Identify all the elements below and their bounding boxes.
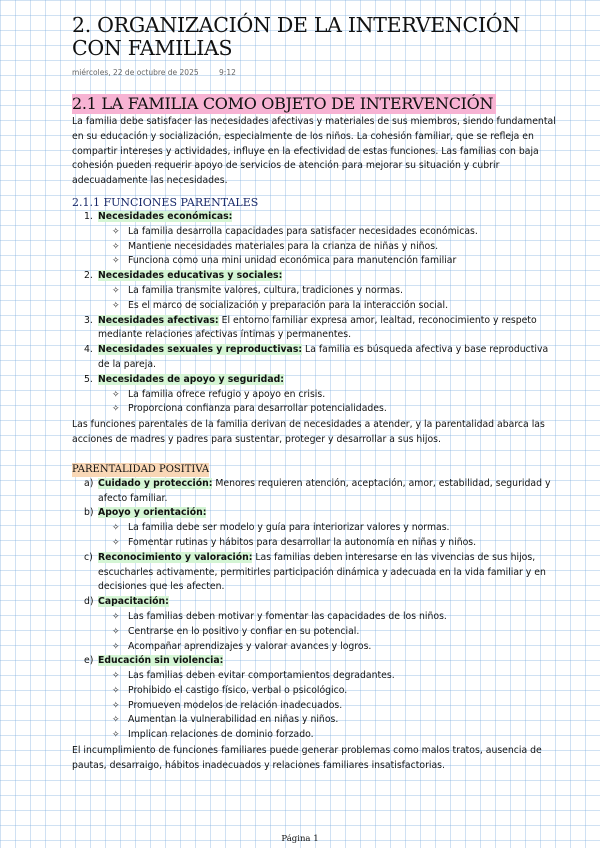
bullet-text: Centrarse en lo positivo y confiar en su potencial. [128, 625, 360, 637]
diamond-bullet-icon: ✧ [112, 404, 120, 415]
list-number: b) [84, 507, 94, 519]
list-number: a) [84, 477, 94, 489]
note-date: miércoles, 22 de octubre de 2025 [72, 68, 199, 77]
diamond-bullet-icon: ✧ [112, 626, 120, 637]
bullet-item [72, 299, 557, 314]
bullet-item [72, 536, 557, 551]
bullet-item [72, 610, 557, 625]
list-number: d) [84, 596, 94, 608]
function-item [72, 314, 557, 344]
bullet-item [72, 625, 557, 640]
item-text: Menores requieren atención, aceptación, amor, estabilidad, seguridad y afecto familiar. [98, 477, 551, 504]
list-number: 3. [84, 314, 93, 326]
function-item [72, 343, 557, 373]
item-label: Apoyo y orientación: [98, 507, 207, 519]
bullet-item [72, 254, 557, 269]
bullet-item [72, 225, 557, 240]
item-label: Necesidades sexuales y reproductivas: [98, 344, 303, 356]
bullet-item [72, 521, 557, 536]
function-item [72, 210, 557, 225]
item-text: El entorno familiar expresa amor, lealtad, reconocimiento y respeto mediante relaciones afectivas íntimas y permanentes. [98, 314, 537, 341]
bullet-text: Aumentan la vulnerabilidad en niñas y niños. [128, 714, 339, 726]
note-time: 9:12 [219, 68, 236, 77]
list-number: c) [84, 551, 93, 563]
bullet-item [72, 669, 557, 684]
parenting-item [72, 477, 557, 507]
diamond-bullet-icon: ✧ [112, 671, 120, 682]
bullet-text: Proporciona confianza para desarrollar potencialidades. [128, 403, 387, 415]
bullet-item [72, 684, 557, 699]
functions-summary: Las funciones parentales de la familia derivan de necesidades a atender, y la parentalidad abarca las acciones de madres y padres para sustentar, proteger y desarrollar a sus hijos. [72, 419, 545, 445]
bullet-text: Las familias deben motivar y fomentar las capacidades de los niños. [128, 610, 447, 622]
bullet-item [72, 728, 557, 743]
bullet-item [72, 402, 557, 417]
list-number: e) [84, 655, 94, 667]
bullet-text: Implican relaciones de dominio forzado. [128, 729, 314, 741]
parenting-closing: El incumplimiento de funciones familiares puede generar problemas como malos tratos, ausencia de pautas, desarraigo, hábitos inadecuados y relaciones familiares insatisfactorias. [72, 745, 542, 771]
parenting-item [72, 595, 557, 610]
bullet-text: Mantiene necesidades materiales para la crianza de niñas y niños. [128, 240, 439, 252]
bullet-item [72, 699, 557, 714]
diamond-bullet-icon: ✧ [112, 241, 120, 252]
list-number: 1. [84, 210, 93, 222]
list-number: 5. [84, 373, 93, 385]
item-text: La familia es búsqueda afectiva y base reproductiva de la pareja. [98, 344, 549, 370]
bullet-item [72, 388, 557, 403]
function-item [72, 269, 557, 284]
bullet-text: Es el marco de socialización y preparación para la interacción social. [128, 299, 449, 311]
diamond-bullet-icon: ✧ [112, 700, 120, 711]
page-footer: Página 1 [281, 834, 319, 844]
document-page [72, 14, 557, 774]
bullet-text: La familia desarrolla capacidades para satisfacer necesidades económicas. [128, 225, 478, 237]
bullet-text: La familia ofrece refugio y apoyo en crisis. [128, 388, 326, 400]
diamond-bullet-icon: ✧ [112, 300, 120, 311]
diamond-bullet-icon: ✧ [112, 685, 120, 696]
bullet-item [72, 240, 557, 255]
parenting-item [72, 551, 557, 595]
diamond-bullet-icon: ✧ [112, 226, 120, 237]
parenting-item [72, 654, 557, 669]
diamond-bullet-icon: ✧ [112, 730, 120, 741]
section-title: 2.1 LA FAMILIA COMO OBJETO DE INTERVENCIÓN [72, 94, 496, 114]
bullet-text: Prohibido el castigo físico, verbal o psicológico. [128, 684, 348, 696]
bullet-text: La familia debe ser modelo y guía para interiorizar valores y normas. [128, 522, 450, 534]
parenting-item [72, 506, 557, 521]
diamond-bullet-icon: ✧ [112, 256, 120, 267]
diamond-bullet-icon: ✧ [112, 641, 120, 652]
bullet-text: Promueven modelos de relación inadecuados. [128, 699, 343, 711]
diamond-bullet-icon: ✧ [112, 611, 120, 622]
parenting-heading: PARENTALIDAD POSITIVA [72, 463, 210, 475]
diamond-bullet-icon: ✧ [112, 715, 120, 726]
section-intro: La familia debe satisfacer las necesidades afectivas y materiales de sus miembros, siendo fundamental en su educación y socialización, especialmente de los niños. La cohesión familiar, que se refleja en compartir intereses y actividades, influye en la efectividad de estas funciones. Las familias con baja cohesión pueden requerir apoyo de servicios de atención para mejorar su situación y cubrir adecuadamente las necesidades. [72, 116, 556, 187]
diamond-bullet-icon: ✧ [112, 389, 120, 400]
note-meta [72, 68, 557, 80]
list-number: 2. [84, 270, 93, 282]
bullet-text: Fomentar rutinas y hábitos para desarrollar la autonomía en niñas y niños. [128, 536, 477, 548]
diamond-bullet-icon: ✧ [112, 523, 120, 534]
bullet-item [72, 284, 557, 299]
diamond-bullet-icon: ✧ [112, 537, 120, 548]
item-label: Cuidado y protección: [98, 477, 213, 489]
item-label: Capacitación: [98, 596, 169, 608]
subsection-title: 2.1.1 FUNCIONES PARENTALES [72, 195, 259, 209]
item-label: Necesidades de apoyo y seguridad: [98, 373, 284, 385]
bullet-text: Las familias deben evitar comportamientos degradantes. [128, 670, 395, 682]
functions-list [72, 210, 557, 417]
item-label: Necesidades afectivas: [98, 314, 219, 326]
function-item [72, 373, 557, 388]
bullet-item [72, 713, 557, 728]
bullet-text: Funciona como una mini unidad económica para manutención familiar [128, 255, 457, 267]
item-text: Las familias deben interesarse en las vivencias de sus hijos, escucharles activamente, permitirles participación dinámica y adecuada en la vida familiar y en decisiones que les afecten. [98, 551, 546, 593]
bullet-text: Acompañar aprendizajes y valorar avances y logros. [128, 640, 372, 652]
item-label: Necesidades educativas y sociales: [98, 270, 283, 282]
item-label: Necesidades económicas: [98, 210, 233, 222]
item-label: Educación sin violencia: [98, 655, 224, 667]
item-label: Reconocimiento y valoración: [98, 551, 253, 563]
parenting-list [72, 477, 557, 743]
list-number: 4. [84, 344, 93, 356]
page-title: 2. ORGANIZACIÓN DE LA INTERVENCIÓN CON FAMILIAS [72, 13, 520, 60]
bullet-item [72, 640, 557, 655]
bullet-text: La familia transmite valores, cultura, tradiciones y normas. [128, 284, 403, 296]
diamond-bullet-icon: ✧ [112, 285, 120, 296]
